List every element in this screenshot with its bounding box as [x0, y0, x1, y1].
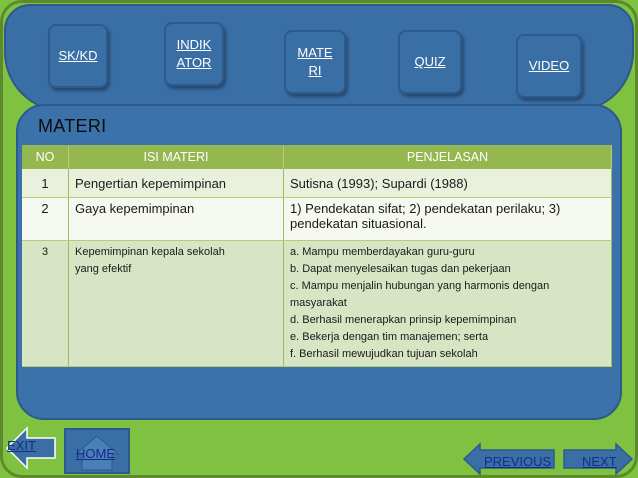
penjelasan-line: d. Berhasil menerapkan prinsip kepemimpinan [290, 314, 517, 326]
header-isi-materi: ISI MATERI [69, 145, 284, 169]
penjelasan-line: e. Bekerja dengan tim manajemen; serta [290, 331, 489, 343]
nav-indikator-label-1: INDIK [176, 37, 212, 52]
nav-materi-label-1: MATE [297, 45, 333, 60]
penjelasan-line: 1) Pendekatan sifat; 2) pendekatan perilaku; 3) [290, 201, 561, 216]
table-header-row [22, 145, 612, 169]
exit-label: EXIT [7, 438, 36, 453]
nav-materi-button[interactable] [284, 30, 346, 94]
penjelasan-line: pendekatan situasional. [290, 216, 427, 231]
header-no: NO [22, 145, 69, 169]
previous-button[interactable] [462, 442, 556, 476]
row-penjelasan: Sutisna (1993); Supardi (1988) [284, 169, 612, 198]
isi-line: yang efektif [75, 263, 132, 275]
penjelasan-line: c. Mampu menjalin hubungan yang harmonis dengan [290, 280, 550, 292]
page-title: MATERI [38, 116, 107, 136]
row-number: 2 [22, 198, 69, 241]
nav-sk-kd-label: SK/KD [58, 48, 98, 63]
table-row [22, 198, 612, 241]
penjelasan-line: b. Dapat menyelesaikan tugas dan pekerjaan [290, 263, 511, 275]
nav-quiz-button[interactable] [398, 30, 462, 94]
previous-label: PREVIOUS [484, 454, 552, 469]
nav-sk-kd-button[interactable] [48, 24, 108, 88]
header-penjelasan: PENJELASAN [284, 145, 612, 169]
nav-video-label: VIDEO [528, 58, 570, 73]
penjelasan-line: f. Berhasil mewujudkan tujuan sekolah [290, 348, 478, 360]
penjelasan-line: a. Mampu memberdayakan guru-guru [290, 246, 475, 258]
isi-line: Kepemimpinan kepala sekolah [75, 246, 225, 258]
row-isi: Pengertian kepemimpinan [69, 169, 284, 198]
penjelasan-line: masyarakat [290, 297, 347, 309]
nav-materi-label-2: RI [308, 63, 322, 78]
nav-video-button[interactable] [516, 34, 582, 98]
nav-quiz-label: QUIZ [414, 54, 446, 69]
next-label: NEXT [582, 454, 617, 469]
row-isi: Gaya kepemimpinan [69, 198, 284, 241]
next-button[interactable] [562, 442, 634, 476]
table-row [22, 169, 612, 198]
nav-indikator-button[interactable] [164, 22, 224, 86]
table-row [22, 241, 612, 367]
row-penjelasan [284, 241, 612, 367]
row-number: 1 [22, 169, 69, 198]
row-isi [69, 241, 284, 367]
row-penjelasan [284, 198, 612, 241]
row-number: 3 [22, 241, 69, 367]
nav-indikator-label-2: ATOR [176, 55, 212, 70]
materi-table [22, 145, 612, 367]
home-label: HOME [76, 446, 115, 461]
home-button[interactable] [64, 428, 130, 474]
exit-button[interactable] [5, 426, 57, 470]
